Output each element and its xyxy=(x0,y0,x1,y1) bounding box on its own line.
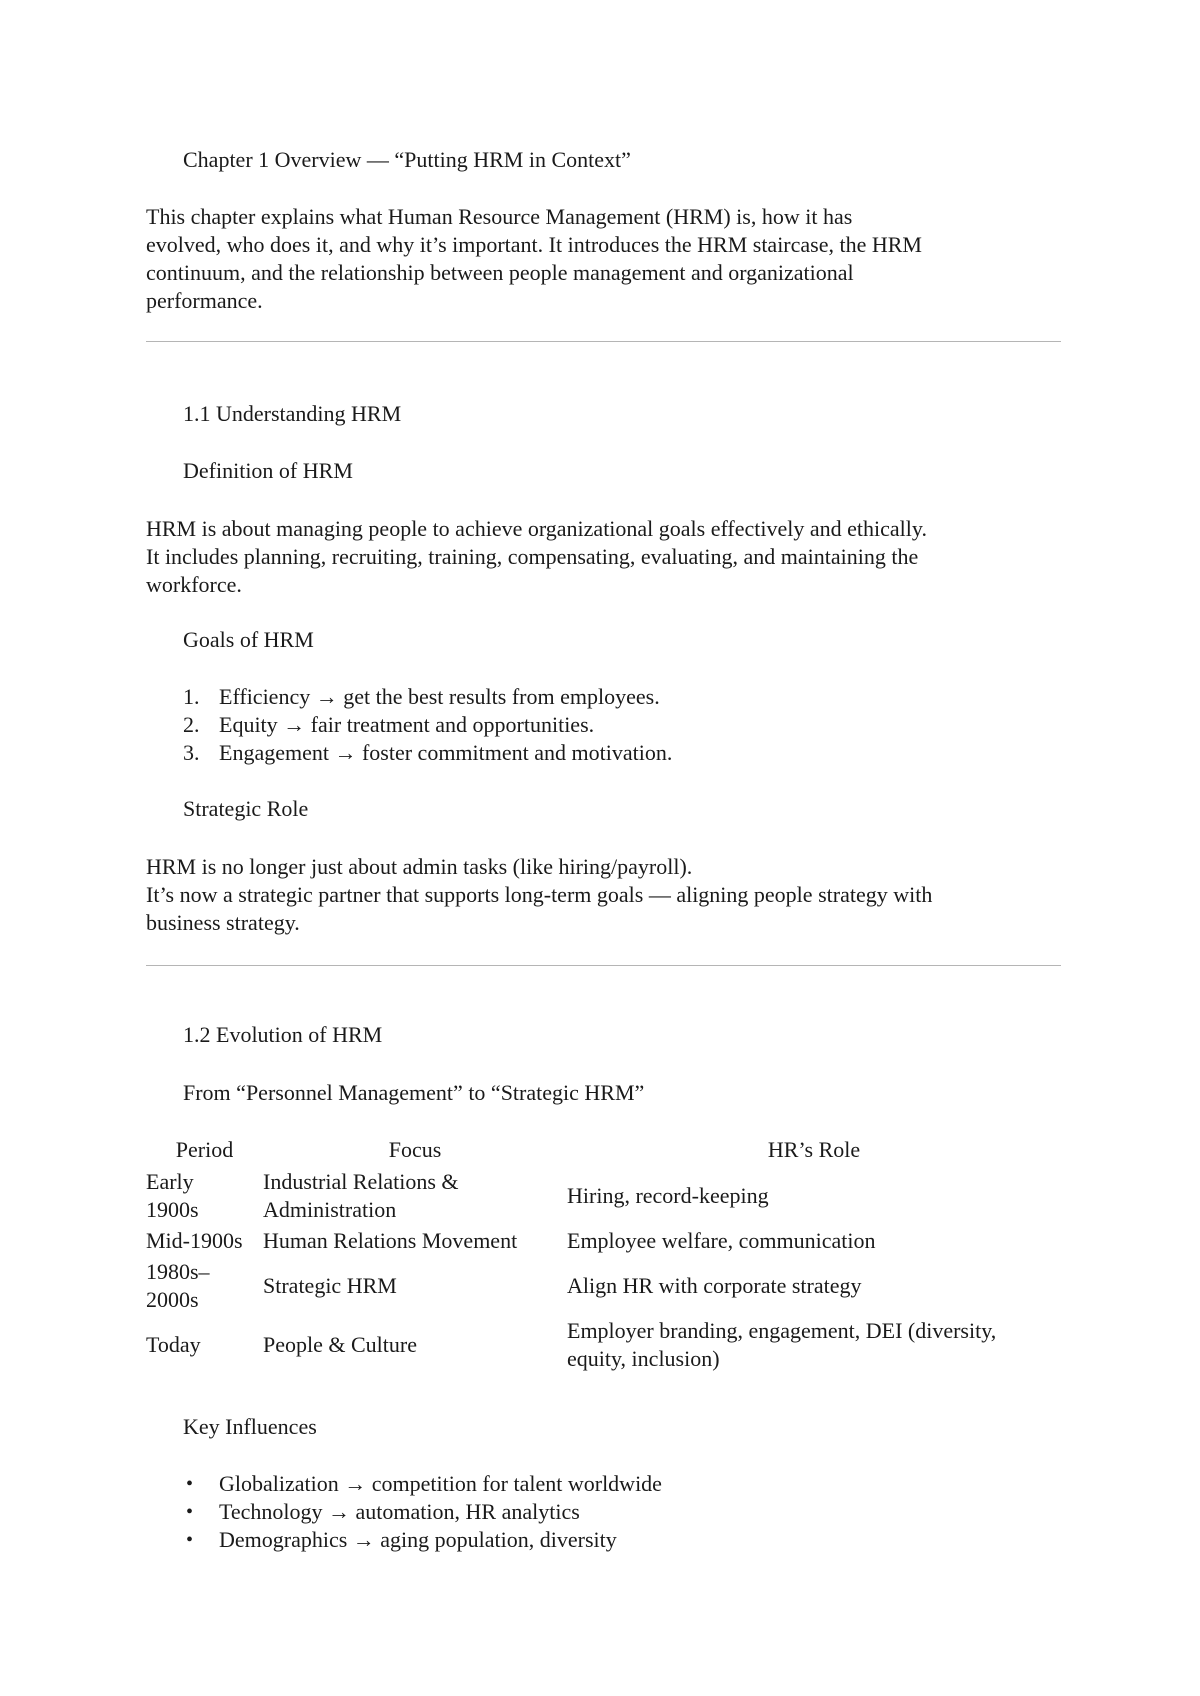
list-item-text: Technology → automation, HR analytics xyxy=(219,1499,580,1524)
goals-list xyxy=(146,683,672,767)
chapter-intro xyxy=(146,203,1061,315)
bullet-icon: • xyxy=(186,1473,194,1495)
cell-line: Employer branding, engagement, DEI (diversity, xyxy=(567,1318,997,1343)
cell-line: Industrial Relations & xyxy=(263,1169,459,1194)
list-number: 2. xyxy=(183,712,200,737)
table-cell-role xyxy=(567,1225,1061,1257)
table-cell-period xyxy=(146,1315,263,1375)
evolution-subheading: From “Personnel Management” to “Strategic HRM” xyxy=(183,1080,645,1105)
definition-heading: Definition of HRM xyxy=(183,458,353,483)
intro-line: evolved, who does it, and why it’s important. It introduces the HRM staircase, the HRM xyxy=(146,232,922,257)
list-item xyxy=(146,683,672,711)
cell-line: Early xyxy=(146,1169,194,1194)
table-cell-focus xyxy=(263,1167,567,1225)
cell-line: 1980s– xyxy=(146,1259,210,1284)
influences-list xyxy=(146,1470,662,1554)
column-header-period: Period xyxy=(175,1137,234,1162)
cell-line: Today xyxy=(146,1332,201,1357)
cell-line: Hiring, record-keeping xyxy=(567,1183,769,1208)
horizontal-divider xyxy=(146,341,1061,342)
cell-line: Strategic HRM xyxy=(263,1273,397,1298)
list-item-text: Equity → fair treatment and opportunities. xyxy=(219,712,595,737)
cell-line: 1900s xyxy=(146,1197,199,1222)
list-item xyxy=(146,1526,662,1554)
cell-line: People & Culture xyxy=(263,1332,417,1357)
cell-line: Align HR with corporate strategy xyxy=(567,1273,862,1298)
key-influences-heading: Key Influences xyxy=(183,1414,317,1439)
definition-line: It includes planning, recruiting, training, compensating, evaluating, and maintaining the xyxy=(146,544,919,569)
cell-line: 2000s xyxy=(146,1287,199,1312)
cell-line: Human Relations Movement xyxy=(263,1228,518,1253)
cell-line: Administration xyxy=(263,1197,397,1222)
intro-line: performance. xyxy=(146,288,263,313)
intro-line: This chapter explains what Human Resource Management (HRM) is, how it has xyxy=(146,204,853,229)
table-cell-role xyxy=(567,1257,1061,1315)
horizontal-divider xyxy=(146,965,1061,966)
list-item xyxy=(146,1498,662,1526)
table-cell-focus xyxy=(263,1315,567,1375)
section-1-1-heading: 1.1 Understanding HRM xyxy=(183,401,402,426)
cell-line: equity, inclusion) xyxy=(567,1346,720,1371)
bullet-icon: • xyxy=(186,1529,194,1551)
definition-line: workforce. xyxy=(146,572,242,597)
goals-heading: Goals of HRM xyxy=(183,627,314,652)
list-item-text: Efficiency → get the best results from employees. xyxy=(219,684,660,709)
column-header-hr-role: HR’s Role xyxy=(767,1137,861,1162)
table-cell-focus xyxy=(263,1225,567,1257)
list-item xyxy=(146,739,672,767)
list-item-text: Globalization → competition for talent worldwide xyxy=(219,1471,662,1496)
table-cell-period xyxy=(146,1167,263,1225)
evolution-table xyxy=(146,1133,1061,1375)
intro-line: continuum, and the relationship between people management and organizational xyxy=(146,260,854,285)
list-item xyxy=(146,1470,662,1498)
list-number: 3. xyxy=(183,740,200,765)
strategic-line: It’s now a strategic partner that supports long-term goals — aligning people strategy with xyxy=(146,882,933,907)
table-row xyxy=(146,1257,1061,1315)
list-number: 1. xyxy=(183,684,200,709)
definition-line: HRM is about managing people to achieve organizational goals effectively and ethically. xyxy=(146,516,927,541)
list-item-text: Engagement → foster commitment and motivation. xyxy=(219,740,673,765)
section-1-2-heading: 1.2 Evolution of HRM xyxy=(183,1022,383,1047)
list-item-text: Demographics → aging population, diversity xyxy=(219,1527,617,1552)
table-row xyxy=(146,1225,1061,1257)
strategic-role-paragraph xyxy=(146,853,1061,937)
table-row xyxy=(146,1315,1061,1375)
table-cell-focus xyxy=(263,1257,567,1315)
table-cell-role xyxy=(567,1167,1061,1225)
table-header-row xyxy=(146,1133,1061,1167)
cell-line: Mid-1900s xyxy=(146,1228,243,1253)
definition-paragraph xyxy=(146,515,1061,599)
bullet-icon: • xyxy=(186,1501,194,1523)
table-cell-period xyxy=(146,1257,263,1315)
table-row xyxy=(146,1167,1061,1225)
table-cell-period xyxy=(146,1225,263,1257)
strategic-role-heading: Strategic Role xyxy=(183,796,309,821)
table-cell-role xyxy=(567,1315,1061,1375)
strategic-line: HRM is no longer just about admin tasks (like hiring/payroll). xyxy=(146,854,693,879)
cell-line: Employee welfare, communication xyxy=(567,1228,876,1253)
strategic-line: business strategy. xyxy=(146,910,300,935)
list-item xyxy=(146,711,672,739)
chapter-title: Chapter 1 Overview — “Putting HRM in Context” xyxy=(183,147,631,172)
column-header-focus: Focus xyxy=(388,1137,442,1162)
